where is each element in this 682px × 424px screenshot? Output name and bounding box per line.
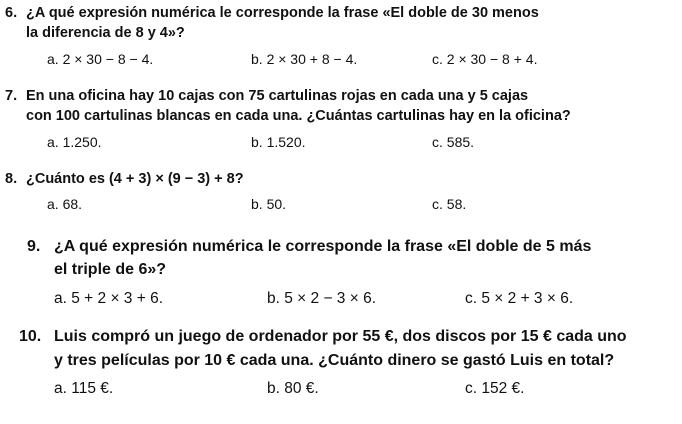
option-b: b. 80 €. bbox=[267, 380, 319, 397]
option-c: c. 152 €. bbox=[465, 380, 525, 397]
question-text-line: En una oficina hay 10 cajas con 75 cartulinas rojas en cada una y 5 cajas bbox=[26, 88, 529, 104]
option-b: b. 2 × 30 + 8 − 4. bbox=[251, 51, 358, 67]
question-number: 6. bbox=[5, 5, 18, 21]
question-text-line: ¿A qué expresión numérica le corresponde la frase «El doble de 5 más bbox=[54, 238, 592, 255]
option-a: a. 115 €. bbox=[54, 380, 114, 397]
option-c: c. 5 × 2 + 3 × 6. bbox=[465, 290, 574, 307]
question-text-line: ¿A qué expresión numérica le corresponde la frase «El doble de 30 menos bbox=[26, 5, 539, 21]
question-number: 9. bbox=[27, 238, 41, 255]
question-number: 10. bbox=[19, 328, 42, 345]
option-b: b. 50. bbox=[251, 196, 287, 212]
option-c: c. 2 × 30 − 8 + 4. bbox=[432, 51, 538, 67]
question-text-line: el triple de 6»? bbox=[54, 261, 167, 278]
option-b: b. 5 × 2 − 3 × 6. bbox=[267, 290, 377, 307]
question-text-line: ¿Cuánto es (4 + 3) × (9 − 3) + 8? bbox=[26, 171, 244, 187]
option-a: a. 5 + 2 × 3 + 6. bbox=[54, 290, 164, 307]
question-number: 8. bbox=[5, 171, 18, 187]
option-a: a. 2 × 30 − 8 − 4. bbox=[47, 51, 154, 67]
option-a: a. 1.250. bbox=[47, 134, 102, 150]
question-text-line: con 100 cartulinas blancas en cada una. ¿Cuántas cartulinas hay en la oficina? bbox=[26, 108, 571, 124]
option-c: c. 58. bbox=[432, 196, 467, 212]
question-text-line: la diferencia de 8 y 4»? bbox=[26, 25, 185, 41]
option-b: b. 1.520. bbox=[251, 134, 306, 150]
question-text-line: Luis compró un juego de ordenador por 55 €, dos discos por 15 € cada uno bbox=[54, 328, 627, 345]
option-a: a. 68. bbox=[47, 196, 83, 212]
question-text-line: y tres películas por 10 € cada una. ¿Cuánto dinero se gastó Luis en total? bbox=[54, 352, 615, 369]
option-c: c. 585. bbox=[432, 134, 475, 150]
question-number: 7. bbox=[5, 88, 18, 104]
